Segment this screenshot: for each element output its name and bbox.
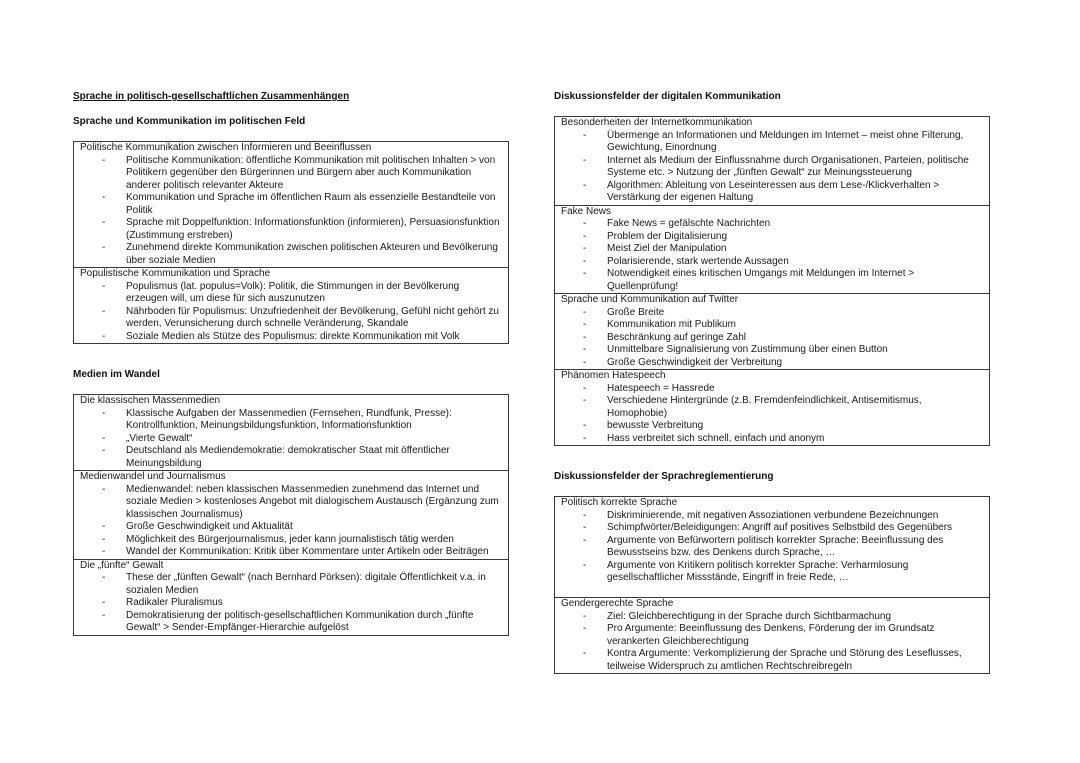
dash-bullet-icon: - <box>102 483 106 495</box>
bullet-list <box>80 572 502 635</box>
list-item-text: Zunehmend direkte Kommunikation zwischen politischen Akteuren und Bevölkerung über soziale Medien <box>126 242 498 266</box>
section <box>555 369 989 445</box>
dash-bullet-icon: - <box>583 382 587 394</box>
list-item <box>561 243 983 256</box>
list-item <box>561 319 983 332</box>
list-item <box>80 217 502 242</box>
bullet-list <box>80 155 502 268</box>
dash-bullet-icon: - <box>583 319 587 330</box>
list-item-text: Argumente von Befürwortern politisch korrekter Sprache: Beeinflussung des Bewusstseins bzw. des Denkens durch Sprache, … <box>607 534 944 558</box>
list-item-text: Pro Argumente: Beeinflussung des Denkens, Förderung der im Grundsatz verankerten Gleichberechtigung <box>607 623 935 647</box>
dash-bullet-icon: - <box>102 330 106 342</box>
list-item-text: Sprache mit Doppelfunktion: Informationsfunktion (informieren), Persuasionsfunktion (Zustimmung erstreben) <box>126 217 500 241</box>
list-item <box>561 522 983 535</box>
section-title: Fake News <box>561 205 612 217</box>
list-item-text: Kontra Argumente: Verkomplizierung der Sprache und Störung des Leseflusses, teilweise Widerspruch zu amtlichen Rechtschreibregeln <box>607 648 962 672</box>
section-title: Gendergerechte Sprache <box>561 598 674 609</box>
left-column <box>73 91 509 636</box>
list-item-text: Wandel der Kommunikation: Kritik über Kommentare unter Artikeln oder Beiträgen <box>126 546 489 557</box>
list-item-text: Schimpfwörter/Beleidigungen: Angriff auf positives Selbstbild des Gegenübers <box>607 522 953 533</box>
bullet-list <box>80 408 502 471</box>
list-item-text: These der „fünften Gewalt“ (nach Bernhard Pörksen): digitale Öffentlichkeit v.a. in sozialen Medien <box>126 572 486 596</box>
box-politisches-feld <box>73 141 509 344</box>
section-title: Die „fünfte“ Gewalt <box>80 559 164 571</box>
list-item-text: Kommunikation und Sprache im öffentlichen Raum als essenzielle Bestandteile von Politik <box>126 192 496 216</box>
section-title: Populistische Kommunikation und Sprache <box>80 268 271 279</box>
section-title: Sprache und Kommunikation auf Twitter <box>561 294 739 305</box>
list-item <box>561 307 983 320</box>
dash-bullet-icon: - <box>102 521 106 532</box>
dash-bullet-icon: - <box>102 192 106 203</box>
list-item-text: Unmittelbare Signalisierung von Zustimmung über einen Button <box>607 344 888 355</box>
right-column <box>554 91 990 674</box>
bullet-list <box>561 510 983 585</box>
list-item <box>561 231 983 244</box>
bullet-list <box>80 484 502 559</box>
bullet-list <box>561 307 983 370</box>
section <box>74 142 508 267</box>
list-item <box>561 420 983 433</box>
section <box>74 559 508 635</box>
list-item <box>561 623 983 648</box>
list-item <box>561 256 983 269</box>
list-item-text: Politische Kommunikation: öffentliche Kommunikation mit politischen Inhalten > von Politikern gegenüber den Bürgerinnen und Bürgern aber auch Kommunikation anderer politisch relevanter Akteure <box>126 154 496 191</box>
list-item <box>80 433 502 446</box>
list-item-text: Ziel: Gleichberechtigung in der Sprache durch Sichtbarmachung <box>607 610 892 622</box>
dash-bullet-icon: - <box>583 432 587 444</box>
dash-bullet-icon: - <box>102 597 106 608</box>
dash-bullet-icon: - <box>102 305 106 317</box>
dash-bullet-icon: - <box>102 609 106 621</box>
list-item <box>561 180 983 205</box>
list-item <box>561 395 983 420</box>
section-title: Die klassischen Massenmedien <box>80 395 221 406</box>
section <box>555 205 989 294</box>
list-item-text: Meist Ziel der Manipulation <box>607 243 727 254</box>
list-item <box>80 281 502 306</box>
section <box>555 497 989 597</box>
list-item <box>80 597 502 610</box>
list-item-text: Populismus (lat. populus=Volk): Politik, die Stimmungen in der Bevölkerung erzeugen will, um diese für sich auszunutzen <box>126 280 460 304</box>
list-item-text: Problem der Digitalisierung <box>607 230 728 242</box>
list-item-text: Verschiedene Hintergründe (z.B. Fremdenfeindlichkeit, Antisemitismus, Homophobie) <box>607 395 922 419</box>
dash-bullet-icon: - <box>102 432 106 444</box>
dash-bullet-icon: - <box>583 255 587 267</box>
section <box>555 597 989 673</box>
dash-bullet-icon: - <box>583 154 587 166</box>
list-item <box>80 572 502 597</box>
dash-bullet-icon: - <box>583 306 587 318</box>
list-item <box>561 218 983 231</box>
list-item-text: Nährboden für Populismus: Unzufriedenheit der Bevölkerung, Gefühl nicht gehört zu werden, Verunsicherung durch schnelle Veränderung, Skandale <box>126 305 499 329</box>
dash-bullet-icon: - <box>102 280 106 292</box>
list-item <box>80 534 502 547</box>
list-item-text: Kommunikation mit Publikum <box>607 319 736 330</box>
list-item-text: Deutschland als Mediendemokratie: demokratischer Staat mit öffentlicher Meinungsbildung <box>126 445 450 469</box>
dash-bullet-icon: - <box>102 445 106 456</box>
dash-bullet-icon: - <box>583 648 587 659</box>
list-item-text: Hatespeech = Hassrede <box>607 382 715 394</box>
heading-sprachreglementierung: Diskussionsfelder der Sprachreglementierung <box>554 471 774 482</box>
list-item-text: Diskriminierende, mit negativen Assoziationen verbundene Bezeichnungen <box>607 509 939 521</box>
bullet-list <box>561 130 983 205</box>
document-title: Sprache in politisch-gesellschaftlichen Zusammenhängen <box>73 91 350 102</box>
section <box>555 293 989 369</box>
list-item <box>561 383 983 396</box>
list-item <box>561 344 983 357</box>
box-medien-im-wandel <box>73 394 509 636</box>
list-item <box>80 521 502 534</box>
list-item-text: Große Geschwindigkeit der Verbreitung <box>607 356 783 368</box>
list-item-text: Internet als Medium der Einflussnahme durch Organisationen, Parteien, politische Systeme etc. > Nutzung der „fünften Gewalt“ zur Meinungssteuerung <box>607 154 969 178</box>
dash-bullet-icon: - <box>583 610 587 622</box>
box-sprachreglementierung <box>554 496 990 674</box>
list-item <box>561 357 983 370</box>
list-item <box>561 648 983 673</box>
list-item-text: Klassische Aufgaben der Massenmedien (Fernsehen, Rundfunk, Presse): Kontrollfunktion, Meinungsbildungsfunktion, Informationsfunktion <box>126 407 452 431</box>
list-item <box>561 332 983 345</box>
heading-medien-im-wandel: Medien im Wandel <box>73 369 160 380</box>
section <box>74 395 508 470</box>
heading-politisches-feld: Sprache und Kommunikation im politischen Feld <box>73 116 306 127</box>
list-item-text: „Vierte Gewalt“ <box>126 432 193 444</box>
list-item-text: Soziale Medien als Stütze des Populismus: direkte Kommunikation mit Volk <box>126 330 460 342</box>
list-item <box>561 535 983 560</box>
list-item <box>561 611 983 624</box>
list-item <box>561 155 983 180</box>
bullet-list <box>561 611 983 674</box>
section <box>555 117 989 205</box>
dash-bullet-icon: - <box>583 420 587 431</box>
dash-bullet-icon: - <box>583 268 587 279</box>
box-digitale-kommunikation <box>554 116 990 446</box>
bullet-list <box>561 218 983 293</box>
dash-bullet-icon: - <box>102 546 106 557</box>
list-item-text: Algorithmen: Ableitung von Leseinteressen aus dem Lese-/Klickverhalten > Verstärkung der eigenen Haltung <box>607 179 940 203</box>
dash-bullet-icon: - <box>102 572 106 583</box>
list-item <box>80 408 502 433</box>
bullet-list <box>80 281 502 344</box>
list-item <box>80 192 502 217</box>
dash-bullet-icon: - <box>583 534 587 546</box>
section-title: Politisch korrekte Sprache <box>561 497 678 508</box>
list-item-text: Hass verbreitet sich schnell, einfach und anonym <box>607 432 825 444</box>
list-item <box>561 268 983 293</box>
dash-bullet-icon: - <box>583 129 587 141</box>
list-item <box>80 484 502 522</box>
list-item-text: Übermenge an Informationen und Meldungen im Internet – meist ohne Filterung, Gewichtung, Einordnung <box>607 129 964 153</box>
list-item <box>80 331 502 344</box>
list-item-text: Medienwandel: neben klassischen Massenmedien zunehmend das Internet und soziale Medien > kostenloses Angebot mit dialogischem Austausch (Ergänzung zum klassischen Journalismus) <box>126 483 499 520</box>
list-item-text: Argumente von Kritikern politisch korrekter Sprache: Verharmlosung gesellschaftlicher Missstände, Eingriff in freie Rede, … <box>607 559 909 583</box>
dash-bullet-icon: - <box>583 218 587 229</box>
dash-bullet-icon: - <box>583 344 587 355</box>
dash-bullet-icon: - <box>583 331 587 343</box>
section <box>74 267 508 343</box>
list-item <box>80 155 502 193</box>
section-title: Medienwandel und Journalismus <box>80 471 226 482</box>
dash-bullet-icon: - <box>583 243 587 254</box>
section <box>74 470 508 559</box>
list-item-text: bewusste Verbreitung <box>607 420 704 431</box>
list-item-text: Radikaler Pluralismus <box>126 597 223 608</box>
dash-bullet-icon: - <box>102 533 106 545</box>
list-item-text: Große Geschwindigkeit und Aktualität <box>126 521 293 532</box>
section-title: Phänomen Hatespeech <box>561 370 666 381</box>
bullet-list <box>561 383 983 446</box>
list-item <box>561 130 983 155</box>
list-item-text: Notwendigkeit eines kritischen Umgangs mit Meldungen im Internet > Quellenprüfung! <box>607 268 915 292</box>
list-item <box>561 510 983 523</box>
heading-digitale-kommunikation: Diskussionsfelder der digitalen Kommunikation <box>554 91 781 102</box>
list-item-text: Fake News = gefälschte Nachrichten <box>607 218 771 229</box>
list-item <box>561 560 983 585</box>
dash-bullet-icon: - <box>102 154 106 166</box>
list-item-text: Große Breite <box>607 306 665 318</box>
list-item-text: Polarisierende, stark wertende Aussagen <box>607 255 789 267</box>
dash-bullet-icon: - <box>583 509 587 521</box>
dash-bullet-icon: - <box>583 230 587 242</box>
dash-bullet-icon: - <box>583 179 587 191</box>
dash-bullet-icon: - <box>102 407 106 419</box>
list-item <box>561 433 983 446</box>
list-item <box>80 242 502 267</box>
list-item <box>80 306 502 331</box>
section-title: Besonderheiten der Internetkommunikation <box>561 117 753 128</box>
section-title: Politische Kommunikation zwischen Informieren und Beeinflussen <box>80 142 372 153</box>
list-item-text: Demokratisierung der politisch-gesellschaftlichen Kommunikation durch „fünfte Gewalt“ > Sender-Empfänger-Hierarchie aufgelöst <box>126 609 474 633</box>
dash-bullet-icon: - <box>583 623 587 634</box>
list-item <box>80 445 502 470</box>
list-item <box>80 610 502 635</box>
dash-bullet-icon: - <box>583 559 587 571</box>
dash-bullet-icon: - <box>102 217 106 228</box>
list-item-text: Beschränkung auf geringe Zahl <box>607 331 746 343</box>
list-item <box>80 546 502 559</box>
dash-bullet-icon: - <box>583 395 587 406</box>
dash-bullet-icon: - <box>102 242 106 253</box>
list-item-text: Möglichkeit des Bürgerjournalismus, jeder kann journalistisch tätig werden <box>126 533 454 545</box>
dash-bullet-icon: - <box>583 522 587 533</box>
dash-bullet-icon: - <box>583 356 587 368</box>
